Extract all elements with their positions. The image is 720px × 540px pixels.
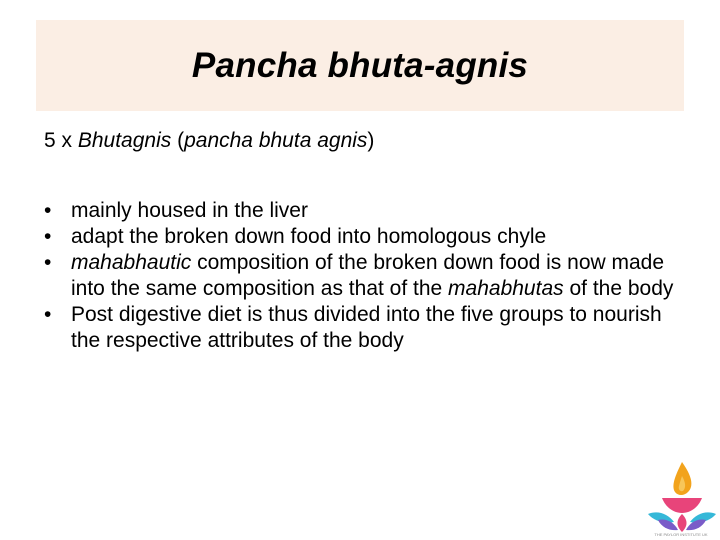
lotus-petal-icon [678,514,687,532]
bullet-icon: • [44,199,52,222]
bullet-list [44,198,674,354]
bullet-italic-mahabhautic: mahabhautic [71,251,192,274]
lamp-icon [662,498,702,513]
bullet-icon: • [44,225,52,248]
lamp-flame-lotus-logo [640,458,720,540]
intro-mid: ( [171,129,185,152]
bullet-text-composition: composition of the broken down food is now made into the same composition as that of the [71,251,665,300]
title-band [36,20,684,111]
bullet-item-composition [44,250,674,302]
bullet-italic-mahabhutas: mahabhutas [448,277,564,300]
bullet-text: Post digestive diet is thus divided into the five groups to nourish the respective attributes of the body [71,303,662,352]
bullet-icon: • [44,303,52,326]
logo-caption: THE PAYLOR INSTITUTE UK [654,532,708,537]
intro-line [44,128,674,154]
lotus-petal-icon [658,519,678,530]
slide-title: Pancha bhuta-agnis [191,45,529,85]
intro-suffix: ) [367,129,375,152]
bullet-text: adapt the broken down food into homologous chyle [71,225,547,248]
slide-content [44,128,674,354]
lotus-petal-icon [686,519,706,530]
intro-italic-bhutagnis: Bhutagnis [77,129,172,152]
bullet-text-end: of the body [563,277,674,300]
intro-italic-pancha-bhuta-agnis: pancha bhuta agnis [184,129,368,152]
bullet-item-post-digestive [44,302,674,354]
bullet-text: mainly housed in the liver [71,199,308,222]
bullet-item-chyle [44,224,674,250]
bullet-icon: • [44,251,52,274]
bullet-item-liver [44,198,674,224]
intro-prefix: 5 x [44,129,78,152]
